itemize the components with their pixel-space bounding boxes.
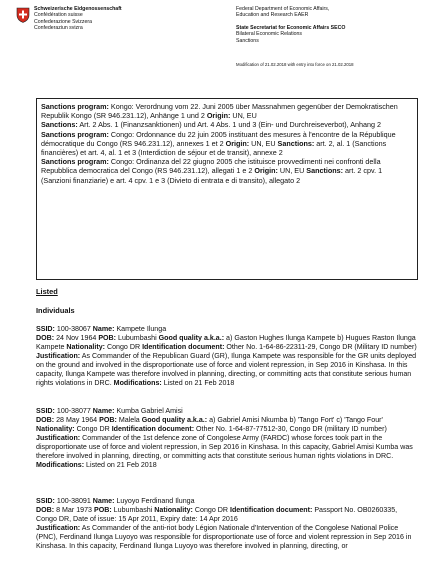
dob-value: 28 May 1964 <box>54 416 100 424</box>
justification-line <box>36 524 418 551</box>
ssid-line <box>36 497 418 506</box>
nationality-value: Congo DR <box>192 506 230 514</box>
department-block <box>236 6 426 44</box>
sanctions-label: Sanctions: <box>277 138 315 148</box>
sanctions-text: Art. 2 Abs. 1 (Finanzsanktionen) und Art. 4 Abs. 1 und 3 (Ein- und Durchreiseverbot), Anhang 2 <box>77 120 381 130</box>
sanctions-program-box <box>36 98 418 280</box>
ssid-label: SSID: <box>36 407 55 415</box>
list-item <box>36 325 418 388</box>
confederation-line: Schweizerische Eidgenossenschaft <box>34 6 122 12</box>
ssid-label: SSID: <box>36 325 55 333</box>
seco-line: Bilateral Economic Relations <box>236 31 303 38</box>
pob-label: POB: <box>98 334 117 342</box>
program-label: Sanctions program: <box>41 157 109 167</box>
ssid-value: 100-38091 <box>54 497 93 505</box>
origin-value: UN, EU <box>230 111 257 121</box>
ssid-value: 100-38077 <box>54 407 93 415</box>
id-doc-label: Identification document: <box>142 343 225 351</box>
id-doc-value: Passport No. OB0260335, Congo DR, Date of issue: 15 Apr 2011, Expiry date: 14 Apr 2016 <box>36 506 398 523</box>
dob-label: DOB: <box>36 334 55 342</box>
origin-value: UN, EU <box>249 138 278 148</box>
sanctions-text: art. 2 cpv. 1 (Sanzioni finanziarie) e art. 4 cpv. 1 e 3 (Divieto di entrata e di transito), allegato 2 <box>41 166 383 185</box>
id-doc-label: Identification document: <box>111 425 195 433</box>
modifications-value: Listed on 21 Feb 2018 <box>161 379 235 387</box>
details-line <box>36 416 418 434</box>
seco-title: State Secretariat for Economic Affairs SECO <box>236 24 346 31</box>
origin-value: UN, EU <box>277 166 307 176</box>
sanctions-de <box>41 120 413 129</box>
aka-value: a) Gaston Hughes Ilunga Kampete b) Hugues Raston Ilunga Kampete <box>36 334 416 351</box>
pob-value: Lubumbashi <box>111 506 155 514</box>
department-line: Federal Department of Economic Affairs, <box>236 6 330 12</box>
origin-label: Origin: <box>206 111 231 121</box>
nationality-value: Congo DR <box>105 343 143 351</box>
ssid-line <box>36 325 418 334</box>
sanctions-text: art. 2, al. 1 (Sanctions financières) et art. 4, al. 1 et 3 (Interdiction de séjour et de transit), annexe 2 <box>41 138 387 158</box>
modifications-label: Modifications: <box>36 461 85 469</box>
dob-label: DOB: <box>36 416 55 424</box>
individuals-heading: Individuals <box>36 306 75 315</box>
modification-note: Modification of 21.02.2018 with entry into force on 21.02.2018 <box>236 62 354 67</box>
dob-value: 8 Mar 1973 <box>54 506 94 514</box>
nationality-label: Nationality: <box>154 506 193 514</box>
program-text: Congo: Ordinanza del 22 giugno 2005 che istituisce provvedimenti nei confronti della Repubblica democratica del Congo (RS 946.231.12), allegati 1 e 2 <box>41 157 381 176</box>
pob-value: Lubumbashi <box>116 334 159 342</box>
id-doc-value: Other No. 1-64-86-22311-29, Congo DR (Military ID number) <box>224 343 417 351</box>
justification-line <box>36 352 418 388</box>
details-line <box>36 506 418 524</box>
name-label: Name: <box>92 325 115 333</box>
confederation-line: Confédération suisse <box>34 12 83 19</box>
listed-heading: Listed <box>36 287 58 296</box>
program-de <box>41 102 413 120</box>
justification-text: As Commander of the Republican Guard (GR), Ilunga Kampete was responsible for the GR units deployed on the ground and involved in the disproportionate use of force and violent repression, in Sep 2016 in Kinshasa. In this capacity, Ilunga Kampete was therefore involved in planning, directing, or committing acts that constitute serious human rights violations in DRC. <box>36 352 417 387</box>
aka-value: a) Gabriel Amisi Nkumba b) 'Tango Fort' c) 'Tango Four' <box>207 416 383 424</box>
id-doc-label: Identification document: <box>229 506 313 514</box>
program-label: Sanctions program: <box>41 129 109 139</box>
modifications-label: Modifications: <box>113 379 162 387</box>
dob-value: 24 Nov 1964 <box>54 334 99 342</box>
origin-label: Origin: <box>225 138 250 148</box>
confederation-line: Confederaziun svizra <box>34 25 83 32</box>
id-doc-value: Other No. 1-64-87-77512-30, Congo DR (military ID number) <box>194 425 387 433</box>
details-line <box>36 334 418 352</box>
confederation-line: Confederazione Svizzera <box>34 18 92 25</box>
program-text: Kongo: Verordnung vom 22. Juni 2005 über Massnahmen gegenüber der Demokratischen Republik Kongo (SR 946.231.12), Anhänge 1 und 2 <box>41 102 398 121</box>
modifications-value: Listed on 21 Feb 2018 <box>84 461 157 469</box>
department-line: Education and Research EAER <box>236 12 309 19</box>
name-label: Name: <box>92 407 115 415</box>
justification-label: Justification: <box>36 352 81 360</box>
ssid-line <box>36 407 418 416</box>
list-item <box>36 497 418 551</box>
program-text: Congo: Ordonnance du 22 juin 2005 instituant des mesures à l'encontre de la République démocratique du Congo (RS 946.231.12), annexes 1 et 2 <box>41 129 396 148</box>
nationality-label: Nationality: <box>66 343 105 351</box>
dob-label: DOB: <box>36 506 55 514</box>
pob-label: POB: <box>93 506 112 514</box>
justification-text: As Commander of the anti-riot body Légion Nationale d'Intervention of the Congolese National Police (PNC), Ferdinand Ilunga Luyoyo was responsible for disproportionate use of force and violent repression in Sep 2016 in Kinshasa. In this capacity, Ferdinand Ilunga Luyoyo was therefore involved in planning, directing, or <box>36 524 412 550</box>
aka-label: Good quality a.k.a.: <box>141 416 208 424</box>
justification-text: Commander of the 1st defence zone of Congolese Army (FARDC) whose forces took part in the disproportionate use of force and violent repression, in Sep 2016 in Kinshasa. In this capacity, Gabriel Amisi Kumba was therefore involved in planning, directing, or committing acts that constitute serious human rights violations in DRC. <box>36 434 413 460</box>
confederation-name <box>34 6 122 32</box>
origin-label: Origin: <box>254 166 278 176</box>
name-label: Name: <box>92 497 115 505</box>
program-it <box>41 157 413 185</box>
swiss-crest-icon <box>16 7 30 23</box>
justification-label: Justification: <box>36 524 81 532</box>
justification-line <box>36 434 418 470</box>
seco-line: Sanctions <box>236 37 259 44</box>
name-value: Luyoyo Ferdinand Ilunga <box>114 497 195 505</box>
sanctions-label: Sanctions: <box>306 166 344 176</box>
list-item <box>36 407 418 470</box>
sanctions-label: Sanctions: <box>41 120 78 130</box>
nationality-value: Congo DR <box>74 425 112 433</box>
program-label: Sanctions program: <box>41 102 109 111</box>
pob-label: POB: <box>99 416 117 424</box>
program-fr <box>41 130 413 158</box>
name-value: Kumba Gabriel Amisi <box>114 407 183 415</box>
aka-label: Good quality a.k.a.: <box>158 334 225 342</box>
ssid-label: SSID: <box>36 497 55 505</box>
nationality-label: Nationality: <box>36 425 75 433</box>
justification-label: Justification: <box>36 434 81 442</box>
pob-value: Malela <box>116 416 142 424</box>
name-value: Kampete Ilunga <box>114 325 167 333</box>
ssid-value: 100-38067 <box>54 325 93 333</box>
